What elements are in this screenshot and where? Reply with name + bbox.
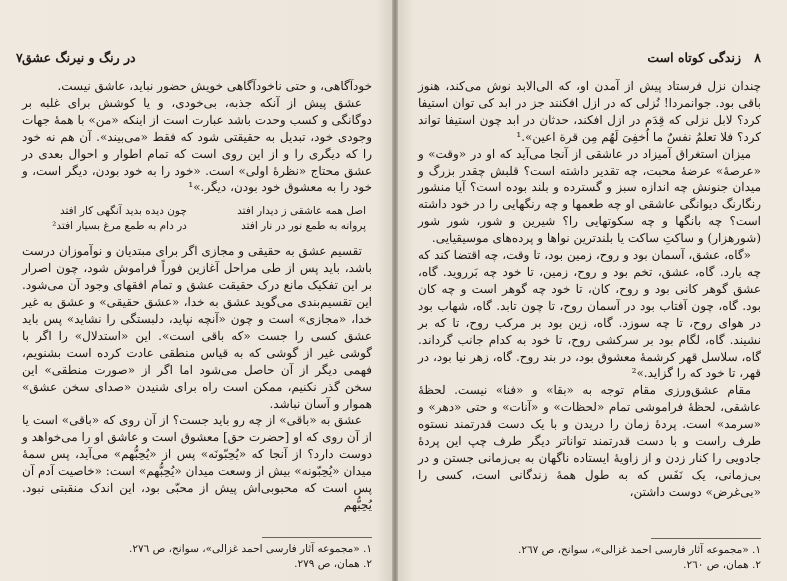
paragraph: خودآگاهی، و حتی ناخودآگاهی خویش حضور نباید، عاشق نیست. <box>57 79 372 93</box>
verse-hemistich: چون دیده بدید آنگهی کار افتد <box>59 205 187 218</box>
footnote-rule <box>262 537 372 538</box>
left-page-body <box>22 78 372 514</box>
verse-hemistich: پروانه به طمع نور در نار افتد <box>241 220 366 233</box>
footnote: ١. «مجموعه آثار فارسی احمد غزالی»، سوانح، ص ٢٦٧. <box>518 544 761 556</box>
footnotes <box>418 543 761 572</box>
verse-line <box>28 204 366 219</box>
running-title: زندگی کوتاه است <box>647 50 741 65</box>
verse-line <box>28 219 366 234</box>
verse-hemistich: اصل همه عاشقی ز دیدار افتد <box>237 205 366 218</box>
footnote: ٢. همان، ص ٢٦٠. <box>683 558 761 571</box>
page-number: ٧ <box>16 50 23 65</box>
paragraph: تقسیم عشق به حقیقی و مجازی اگر برای مبتدیان و نوآموزان درست باشد، باید پس از طی مراحل آغازین فوراً فراموش شود، چون اصرار بر این تفکیک مانع درک حقیقت عشق و تمام افقهای وجود آن می‌شود. این تقسیم‌بندی می‌گوید عشق به خدا، «عشق حقیقی» و عشق به غیر خدا، «مجازی» است و چون «آنچه نپاید، دلبستگی را نشاید» پس باید عشق کسی را جست «که باقی است». این «استدلال» را اگر با گوشی غیر از گوشی که به قیاس منطقی عادت کرده است بشنویم، فهمی دیگر از آن حاصل می‌شود اما اگر از «صورت منطقی» این سخن گذر نکنیم، ممکن است راه برای شنیدن «صدای سخن عشق» هموار و آسان نباشد. <box>22 244 373 411</box>
paragraph: عشق پیش از آنکه جذبه، بی‌خودی، و یا کوشش برای غلبه بر دوگانگی و کسب وحدت باشد عبارت است از اینکه «من» با همهٔ جهات وجودی خود، تبدیل به حقیقتی شود که فقط «می‌بیند». آن هم نه خود را که دیگری را و از این روی است که تمام اطوار و احوال بعدی در عشق محتاج «نظرهٔ اولی» است. «خود را به خود بودن، دیگر است، و خود را به معشوق خود بودن، دیگر.»¹ <box>22 95 372 195</box>
paragraph: عشق به «باقی» از چه رو باید جست؟ از آن روی که «باقی» است یا از آن روی که او [حضرت حق] معشوق است و عاشق او را می‌خواهد و دوست دارد؟ از آنجا که «یُحِبّونَه» پس از «یُحِبُّهم» می‌آید، پس سمهٔ میدان «یُحِبّونه» بیش از وسعت میدان «یُحِبُّهم» است: «خاصیت آدم آن پس است که محبوبی‌اش پیش از محبّی بود، این اندک منقبتی نبود. یُحِبُّهم <box>22 413 372 512</box>
footnote: ٢. همان، ص ٢٧٩. <box>294 557 372 570</box>
footnote-rule <box>651 538 761 539</box>
paragraph: «گاه، عشق، آسمان بود و روح، زمین بود، تا وقت، چه اقتضا کند که چه بارد. گاه، عشق، تخم بود و روح، زمین، تا خود چه بَرروید. گاه، عشق گوهر کانی بود و روح، کان، تا خود چه گوهر است و چه کان بود. گاه، چون آفتاب بود در آسمان روح، تا چون تابد. گاه، شهاب بود در هوای روح، تا چه سوزد. گاه، زین بود بر مرکب روح، تا که بر نشیند. گاه، لگام بود بر سرکشی روح، تا خود به کدام جانب گرداند. گاه، سلاسل قهر کرشمهٔ معشوق بود، در بند روح. گاه، زهر نیا بود، در قهر، تا خود که را گزاید.»² <box>418 248 761 381</box>
right-page-body <box>418 78 761 501</box>
paragraph: میزان استغراق آمیزاد در عاشقی از آنجا می‌آید که او در «وقت» و «عرصهٔ» عرضهٔ محبت، چه تقدیر داشته است؟ قلبش چقدر بزرگ و میدان جنونش چه اندازه سبز و گسترده و بلند بوده است؟ آیا منشور رنگارنگ دیوانگی عاشقی او چه طعمها و چه رنگهایی را در خود داشته است؟ چه بانگها و چه سکوتهایی را؟ شیرین و شور، شور شور (شورهزار) و ساکتِ ساکت یا بلندترین نواها و پرده‌های موسیقیایی. <box>418 146 761 246</box>
left-page <box>0 0 392 581</box>
right-page <box>398 0 787 581</box>
running-title: در رنگ و نیرنگ عشق <box>22 50 136 65</box>
paragraph: چندان نزل فرستاد پیش از آمدن او، که الی‌الابد نوش می‌کند، هنوز باقی بود. جوانمردا! نُزلی که در ازل افکنند جز در ابد کی توان استیفا کرد؟ لابل نزلی که قِدَم در ازل افکند، حدثان در ابد چون استیفا تواند کرد؟ فلا تعلمُ نفسٌ ما اُخفِیَ لَهُم مِن قرة اعین».¹ <box>418 79 761 144</box>
page-number: ٨ <box>754 50 761 65</box>
footnotes <box>22 542 372 571</box>
paragraph: مقام عشق‌ورزی مقام توجه به «بقا» و «فنا» نیست. لحظهٔ عاشقی، لحظهٔ فراموشی تمام «لحظات» و «آنات» و حتی «دهر» و «سرمد» است. پردهٔ زمان را دریدن و با یک دست قدرتمند نستوه طرف راست و با دست قدرتمند تواناتر دیگر طرف چپ این پردهٔ جادویی را کنار زدن و از زاویهٔ ایستاده ناگهان به بی‌زمانی جستن و در بی‌زمانی، یک نَفَس که به طول همهٔ زندگانی است، کسی را «بی‌غرض» دوست داشتن، <box>418 383 762 499</box>
verse-block <box>28 204 366 234</box>
footnote: ١. «مجموعه آثار فارسی احمد غزالی»، سوانح، ص ٢٧٦. <box>129 543 372 555</box>
verse-hemistich: در دام به طمع مرغ بسیار افتد² <box>52 220 187 233</box>
